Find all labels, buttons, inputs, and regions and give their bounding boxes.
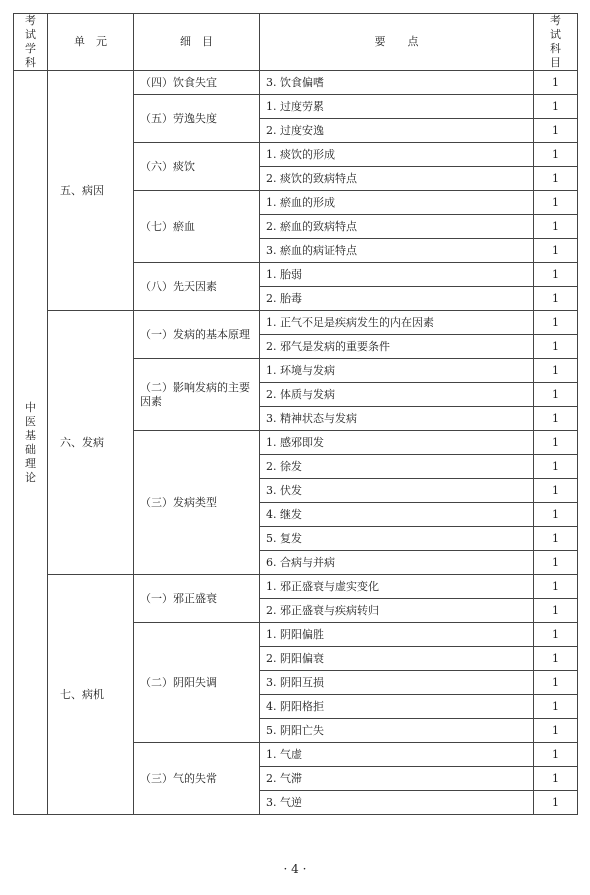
- point-cell: 3. 瘀血的病证特点: [260, 239, 534, 263]
- point-cell: 3. 气逆: [260, 791, 534, 815]
- count-cell: 1: [534, 431, 578, 455]
- header-subject: 考试学科: [14, 14, 48, 71]
- detail-cell: （二）影响发病的主要因素: [134, 359, 260, 431]
- point-cell: 2. 痰饮的致病特点: [260, 167, 534, 191]
- count-cell: 1: [534, 239, 578, 263]
- count-cell: 1: [534, 119, 578, 143]
- point-cell: 2. 邪正盛衰与疾病转归: [260, 599, 534, 623]
- detail-cell: （三）发病类型: [134, 431, 260, 575]
- point-cell: 3. 精神状态与发病: [260, 407, 534, 431]
- point-cell: 2. 徐发: [260, 455, 534, 479]
- point-cell: 2. 瘀血的致病特点: [260, 215, 534, 239]
- point-cell: 1. 气虚: [260, 743, 534, 767]
- count-cell: 1: [534, 719, 578, 743]
- detail-cell: （八）先天因素: [134, 263, 260, 311]
- detail-cell: （二）阴阳失调: [134, 623, 260, 743]
- detail-cell: （五）劳逸失度: [134, 95, 260, 143]
- count-cell: 1: [534, 215, 578, 239]
- count-cell: 1: [534, 143, 578, 167]
- count-cell: 1: [534, 335, 578, 359]
- count-cell: 1: [534, 95, 578, 119]
- page-number: · 4 ·: [283, 862, 307, 876]
- table-row: [14, 311, 578, 335]
- unit-cell: 七、病机: [48, 575, 134, 815]
- detail-cell: （七）瘀血: [134, 191, 260, 263]
- point-cell: 1. 痰饮的形成: [260, 143, 534, 167]
- point-cell: 3. 饮食偏嗜: [260, 71, 534, 95]
- table-header-row: [14, 14, 578, 71]
- count-cell: 1: [534, 359, 578, 383]
- point-cell: 2. 胎毒: [260, 287, 534, 311]
- count-cell: 1: [534, 383, 578, 407]
- detail-cell: （一）发病的基本原理: [134, 311, 260, 359]
- table-row: [14, 575, 578, 599]
- table-body: [14, 71, 578, 815]
- count-cell: 1: [534, 551, 578, 575]
- detail-cell: （一）邪正盛衰: [134, 575, 260, 623]
- unit-cell: 六、发病: [48, 311, 134, 575]
- point-cell: 1. 过度劳累: [260, 95, 534, 119]
- count-cell: 1: [534, 671, 578, 695]
- point-cell: 2. 体质与发病: [260, 383, 534, 407]
- unit-cell: 五、病因: [48, 71, 134, 311]
- point-cell: 5. 阴阳亡失: [260, 719, 534, 743]
- point-cell: 2. 阴阳偏衰: [260, 647, 534, 671]
- count-cell: 1: [534, 263, 578, 287]
- count-cell: 1: [534, 167, 578, 191]
- count-cell: 1: [534, 191, 578, 215]
- point-cell: 1. 环境与发病: [260, 359, 534, 383]
- count-cell: 1: [534, 599, 578, 623]
- point-cell: 5. 复发: [260, 527, 534, 551]
- count-cell: 1: [534, 311, 578, 335]
- point-cell: 1. 邪正盛衰与虚实变化: [260, 575, 534, 599]
- count-cell: 1: [534, 479, 578, 503]
- count-cell: 1: [534, 575, 578, 599]
- point-cell: 3. 阴阳互损: [260, 671, 534, 695]
- point-cell: 4. 继发: [260, 503, 534, 527]
- count-cell: 1: [534, 71, 578, 95]
- subject-cell: 中医基础理论: [14, 71, 48, 815]
- table-row: [14, 71, 578, 95]
- point-cell: 2. 邪气是发病的重要条件: [260, 335, 534, 359]
- point-cell: 1. 感邪即发: [260, 431, 534, 455]
- count-cell: 1: [534, 503, 578, 527]
- count-cell: 1: [534, 623, 578, 647]
- header-point: 要 点: [260, 14, 534, 71]
- point-cell: 3. 伏发: [260, 479, 534, 503]
- header-unit: 单 元: [48, 14, 134, 71]
- count-cell: 1: [534, 407, 578, 431]
- point-cell: 4. 阴阳格拒: [260, 695, 534, 719]
- point-cell: 1. 正气不足是疾病发生的内在因素: [260, 311, 534, 335]
- detail-cell: （四）饮食失宜: [134, 71, 260, 95]
- detail-cell: （三）气的失常: [134, 743, 260, 815]
- count-cell: 1: [534, 527, 578, 551]
- point-cell: 2. 气滞: [260, 767, 534, 791]
- point-cell: 1. 阴阳偏胜: [260, 623, 534, 647]
- header-count: 考试科目: [534, 14, 578, 71]
- point-cell: 1. 瘀血的形成: [260, 191, 534, 215]
- count-cell: 1: [534, 767, 578, 791]
- count-cell: 1: [534, 743, 578, 767]
- header-detail: 细 目: [134, 14, 260, 71]
- count-cell: 1: [534, 647, 578, 671]
- point-cell: 6. 合病与并病: [260, 551, 534, 575]
- count-cell: 1: [534, 791, 578, 815]
- count-cell: 1: [534, 455, 578, 479]
- count-cell: 1: [534, 287, 578, 311]
- point-cell: 2. 过度安逸: [260, 119, 534, 143]
- detail-cell: （六）痰饮: [134, 143, 260, 191]
- syllabus-table: [13, 13, 578, 815]
- count-cell: 1: [534, 695, 578, 719]
- point-cell: 1. 胎弱: [260, 263, 534, 287]
